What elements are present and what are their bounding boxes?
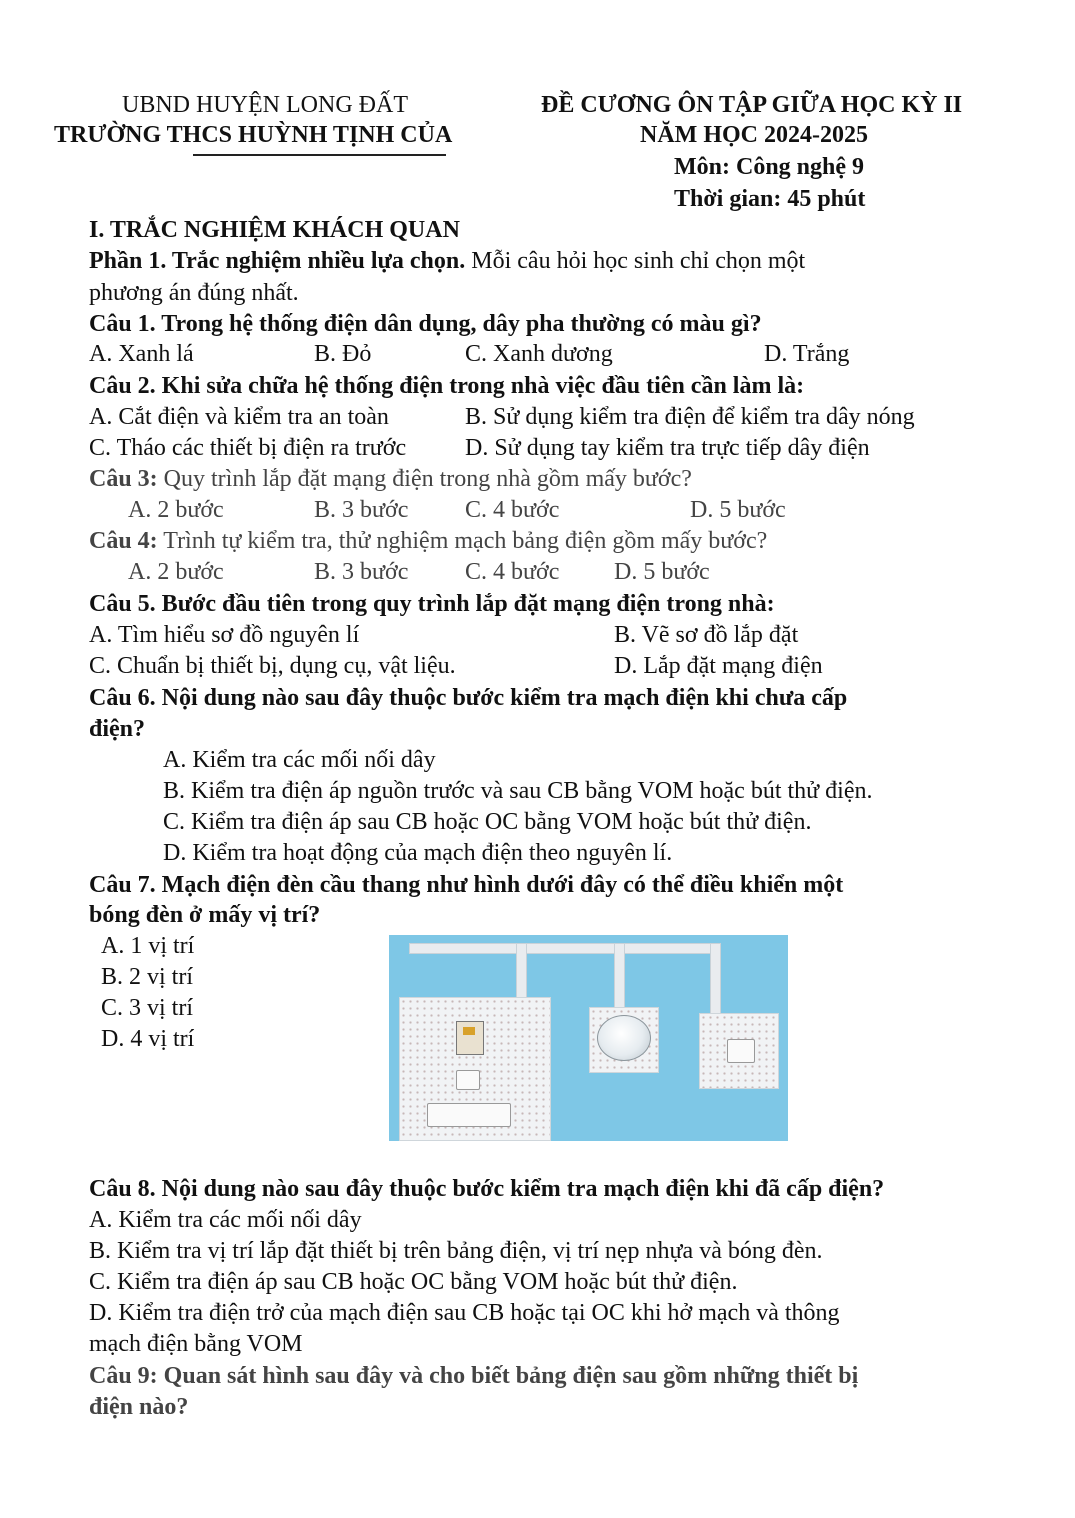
- q4-option-a: A. 2 bước: [128, 559, 224, 585]
- q1-option-b: B. Đỏ: [314, 341, 372, 367]
- q2-option-d: D. Sử dụng tay kiểm tra trực tiếp dây điện: [465, 435, 870, 461]
- q5-option-d: D. Lắp đặt mạng điện: [614, 653, 823, 679]
- q6-question-cont: điện?: [89, 716, 146, 742]
- lamp-icon: [597, 1015, 651, 1061]
- q7-question-cont: bóng đèn ở mấy vị trí?: [89, 902, 321, 928]
- switch-1-icon: [456, 1070, 480, 1090]
- q7-option-b: B. 2 vị trí: [101, 964, 194, 990]
- q5-question: Câu 5. Bước đầu tiên trong quy trình lắp đặt mạng điện trong nhà:: [89, 591, 775, 617]
- q7-option-d: D. 4 vị trí: [101, 1026, 195, 1052]
- q5-option-a: A. Tìm hiểu sơ đồ nguyên lí: [89, 622, 360, 648]
- q8-option-a: A. Kiểm tra các mối nối dây: [89, 1207, 362, 1233]
- school-name: TRƯỜNG THCS HUỲNH TỊNH CỦA: [54, 122, 453, 148]
- q8-option-b: B. Kiểm tra vị trí lắp đặt thiết bị trên bảng điện, vị trí nẹp nhựa và bóng đèn.: [89, 1238, 823, 1264]
- top-wire-duct: [409, 943, 721, 954]
- part-intro: [89, 246, 805, 276]
- q6-option-b: B. Kiểm tra điện áp nguồn trước và sau CB bằng VOM hoặc bút thử điện.: [163, 778, 873, 804]
- q6-question: Câu 6. Nội dung nào sau đây thuộc bước kiểm tra mạch điện khi chưa cấp: [89, 685, 848, 711]
- q8-option-d-cont: mạch điện bằng VOM: [89, 1331, 303, 1357]
- doc-title: ĐỀ CƯƠNG ÔN TẬP GIỮA HỌC KỲ II: [541, 92, 963, 118]
- q6-option-d: D. Kiểm tra hoạt động của mạch điện theo nguyên lí.: [163, 840, 673, 866]
- q5-option-c: C. Chuẩn bị thiết bị, dụng cụ, vật liệu.: [89, 653, 456, 679]
- part-text-cont: phương án đúng nhất.: [89, 280, 299, 306]
- q3-option-c: C. 4 bước: [465, 497, 560, 523]
- q9-question-cont: điện nào?: [89, 1394, 189, 1420]
- q3-label: Câu 3:: [89, 466, 158, 492]
- q4-option-c: C. 4 bước: [465, 559, 560, 585]
- subject: Môn: Công nghệ 9: [674, 154, 865, 180]
- staircase-circuit-figure: [389, 935, 788, 1141]
- q4-label: Câu 4:: [89, 528, 158, 554]
- breaker-toggle-icon: [463, 1027, 475, 1035]
- district-name: UBND HUYỆN LONG ĐẤT: [122, 92, 408, 118]
- q6-option-c: C. Kiểm tra điện áp sau CB hoặc OC bằng VOM hoặc bút thử điện.: [163, 809, 812, 835]
- q1-option-a: A. Xanh lá: [89, 341, 194, 367]
- q2-option-b: B. Sử dụng kiểm tra điện để kiểm tra dây nóng: [465, 404, 915, 430]
- q3-option-b: B. 3 bước: [314, 497, 409, 523]
- q2-question: Câu 2. Khi sửa chữa hệ thống điện trong nhà việc đầu tiên cần làm là:: [89, 373, 805, 399]
- q7-question: Câu 7. Mạch điện đèn cầu thang như hình dưới đây có thể điều khiển một: [89, 872, 844, 898]
- q7-option-c: C. 3 vị trí: [101, 995, 194, 1021]
- duration: Thời gian: 45 phút: [674, 186, 866, 212]
- q4-option-d: D. 5 bước: [614, 559, 710, 585]
- q1-question: Câu 1. Trong hệ thống điện dân dụng, dây pha thường có màu gì?: [89, 311, 762, 337]
- q4-text: Trình tự kiểm tra, thử nghiệm mạch bảng điện gồm mấy bước?: [163, 528, 768, 554]
- q8-option-d: D. Kiểm tra điện trở của mạch điện sau CB hoặc tại OC khi hở mạch và thông: [89, 1300, 840, 1326]
- q5-option-b: B. Vẽ sơ đồ lắp đặt: [614, 622, 799, 648]
- socket-strip-icon: [427, 1103, 511, 1127]
- section-title: I. TRẮC NGHIỆM KHÁCH QUAN: [89, 217, 460, 243]
- school-year: NĂM HỌC 2024-2025: [640, 122, 868, 148]
- q8-question: Câu 8. Nội dung nào sau đây thuộc bước kiểm tra mạch điện khi đã cấp điện?: [89, 1176, 885, 1202]
- q9-question: Câu 9: Quan sát hình sau đây và cho biết bảng điện sau gồm những thiết bị: [89, 1363, 859, 1389]
- q6-option-a: A. Kiểm tra các mối nối dây: [163, 747, 436, 773]
- part-label: Phần 1. Trắc nghiệm nhiều lựa chọn.: [89, 248, 466, 274]
- switch-2-icon: [727, 1039, 755, 1063]
- q2-option-a: A. Cắt điện và kiểm tra an toàn: [89, 404, 389, 430]
- school-underline: [193, 154, 446, 156]
- q4-option-b: B. 3 bước: [314, 559, 409, 585]
- q3-option-d: D. 5 bước: [690, 497, 786, 523]
- q1-option-d: D. Trắng: [764, 341, 850, 367]
- q4-question: [89, 526, 767, 556]
- q8-option-c: C. Kiểm tra điện áp sau CB hoặc OC bằng VOM hoặc bút thử điện.: [89, 1269, 738, 1295]
- q3-text: Quy trình lắp đặt mạng điện trong nhà gồm mấy bước?: [163, 466, 692, 492]
- part-text: Mỗi câu hỏi học sinh chỉ chọn một: [471, 248, 806, 274]
- q3-option-a: A. 2 bước: [128, 497, 224, 523]
- q2-option-c: C. Tháo các thiết bị điện ra trước: [89, 435, 407, 461]
- q3-question: [89, 464, 692, 494]
- q1-option-c: C. Xanh dương: [465, 341, 613, 367]
- q7-option-a: A. 1 vị trí: [101, 933, 195, 959]
